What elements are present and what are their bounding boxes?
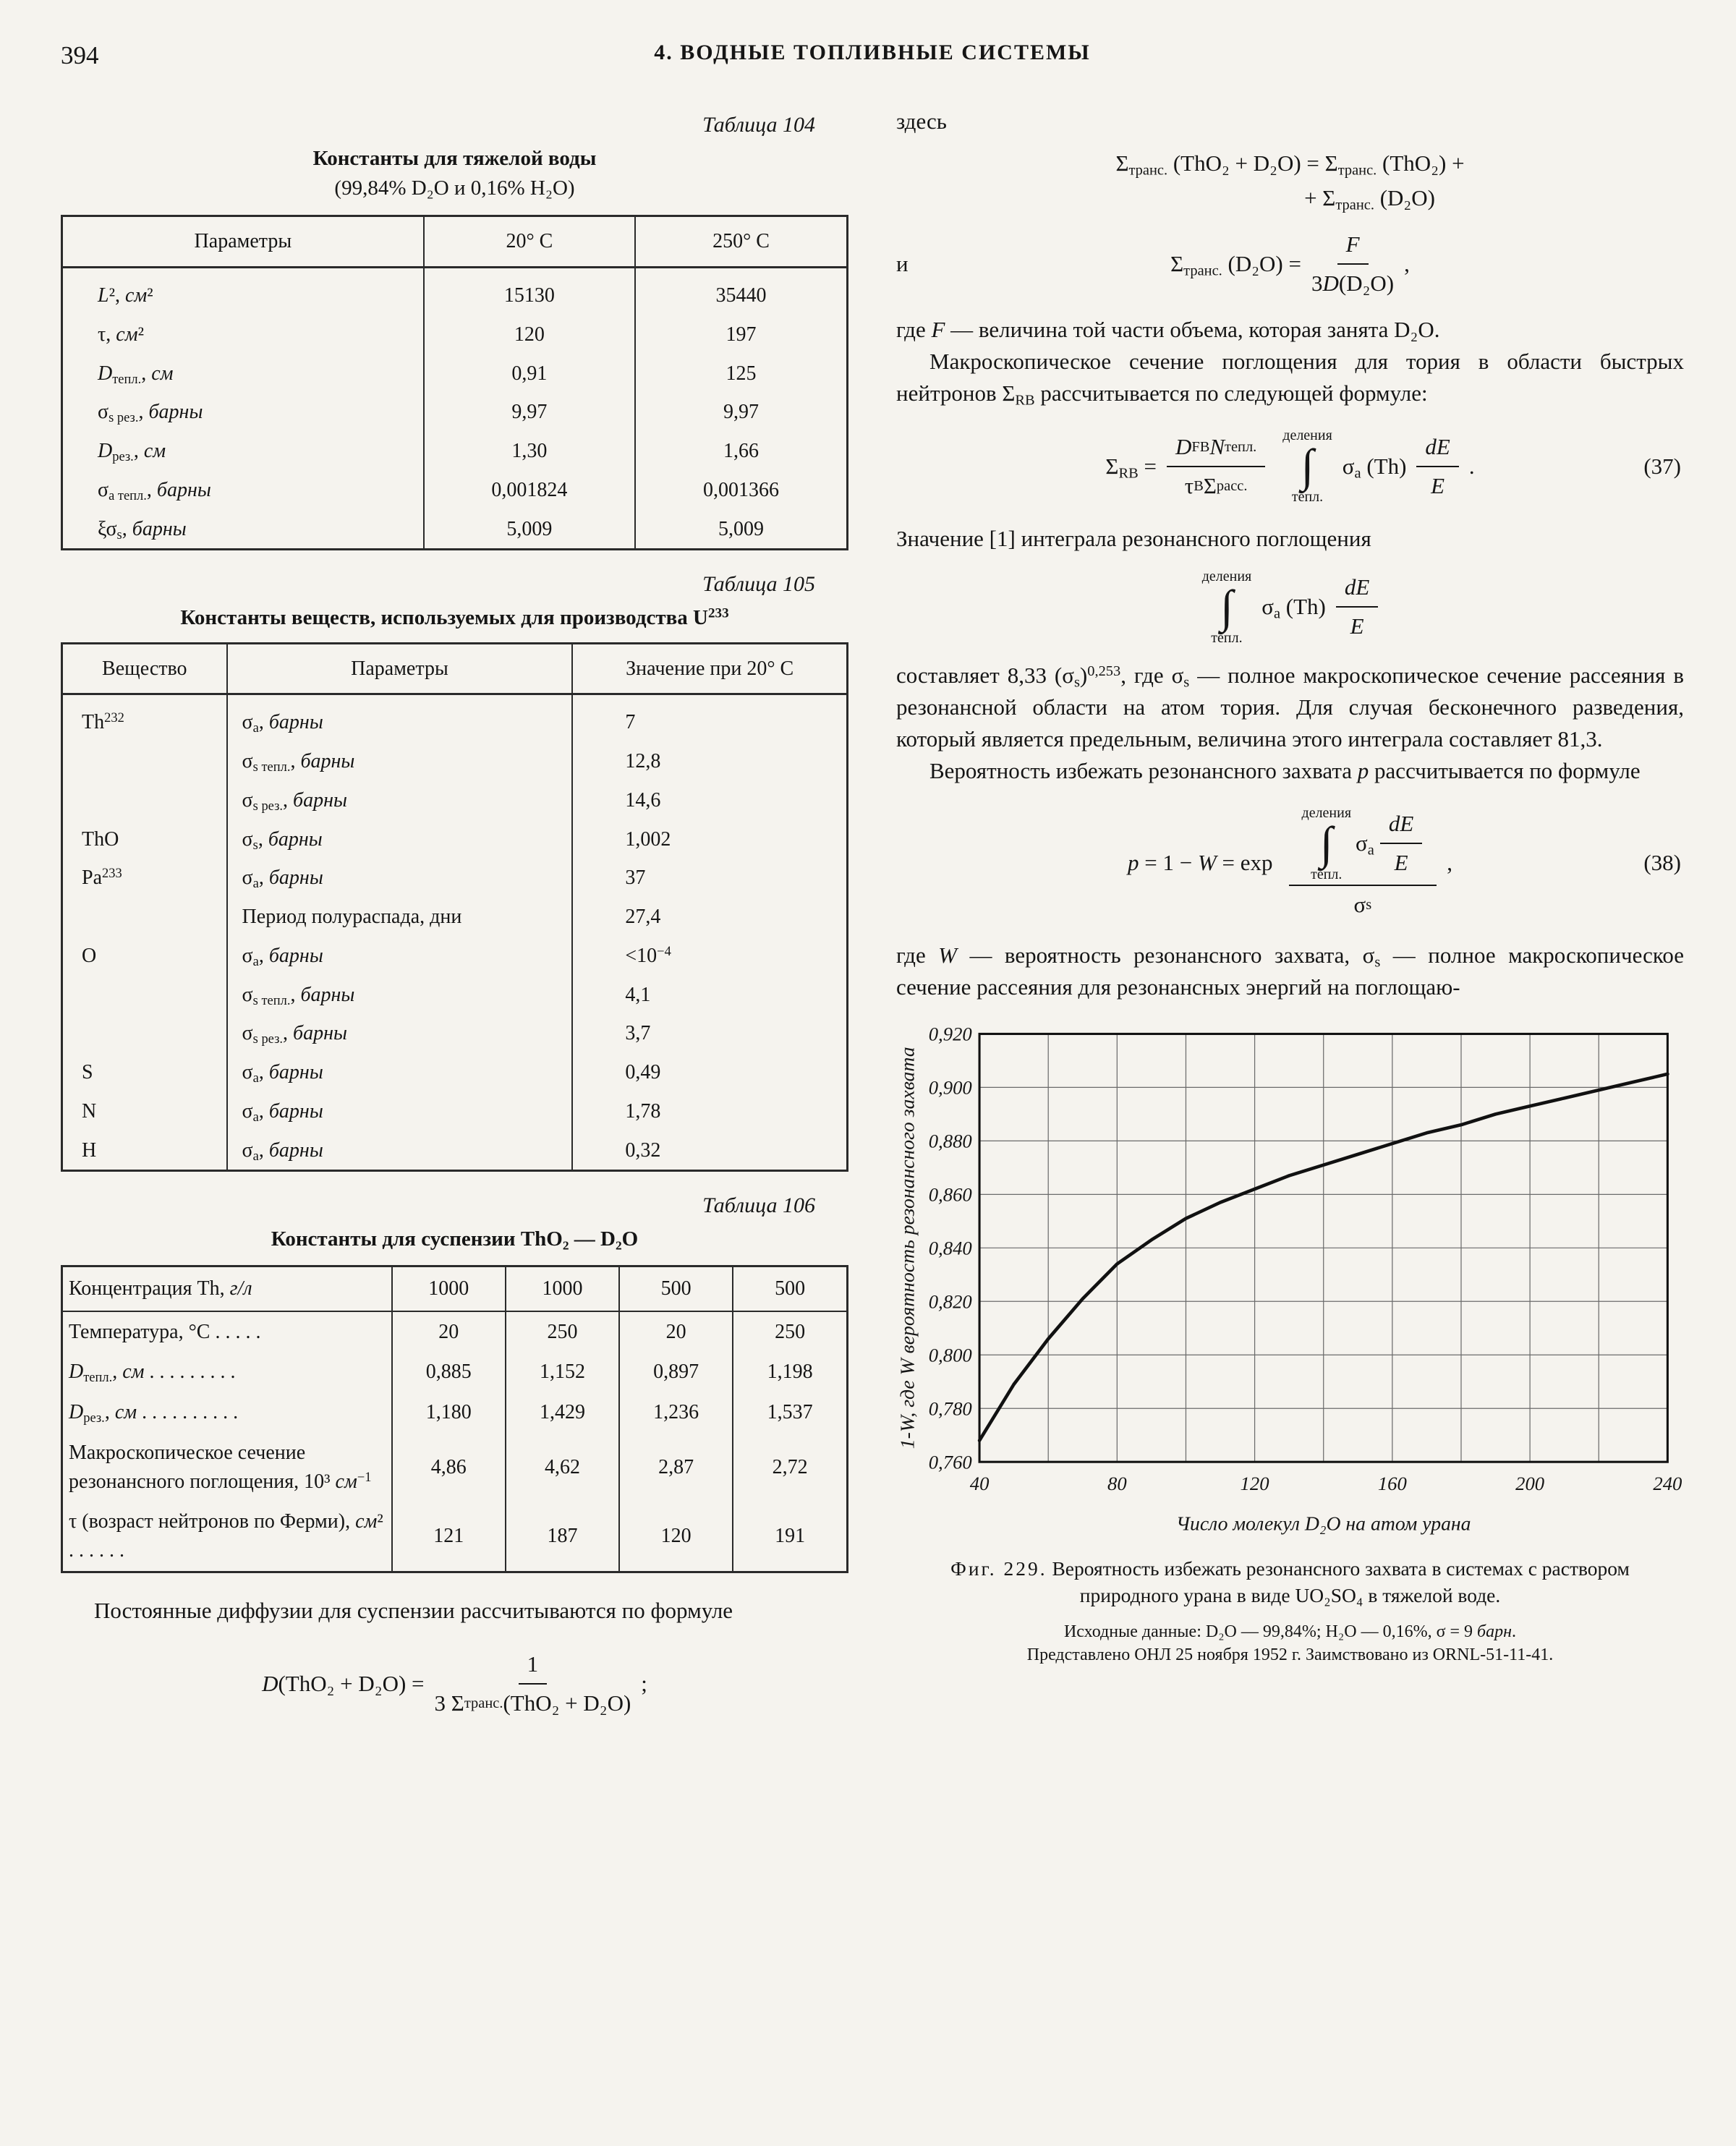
table-cell: $\sigma_a$, барны (227, 1053, 573, 1092)
table-cell: 3,7 (572, 1014, 847, 1053)
table-105-title: Константы веществ, используемых для производства $U^{233}$ (180, 605, 729, 630)
table-row (62, 937, 848, 976)
table-cell: 12,8 (572, 742, 847, 781)
table-row (62, 1433, 848, 1502)
fraction (1336, 571, 1378, 642)
table-row (62, 976, 848, 1015)
table-cell: 1,198 (733, 1352, 847, 1392)
y-tick-label: 0,860 (928, 1183, 972, 1206)
table-row (62, 315, 848, 354)
page-header (61, 38, 1684, 77)
fraction (1289, 806, 1437, 921)
x-tick-label: 40 (969, 1472, 990, 1494)
table-cell (62, 781, 227, 820)
table-cell: $\sigma_s$, барны (227, 820, 573, 859)
fraction (1416, 431, 1458, 502)
fraction-numerator: 1 (519, 1648, 548, 1685)
table-row (62, 510, 848, 550)
table-cell: $<10^{-4}$ (572, 937, 847, 976)
table-row (62, 742, 848, 781)
table-cell: $D_{тепл.}$, см (98, 362, 174, 386)
fraction-denominator: E (1350, 613, 1364, 639)
table-cell: 187 (506, 1502, 619, 1572)
y-tick-label: 0,780 (928, 1397, 972, 1420)
paragraph-integral-value: Значение [1] интеграла резонансного поглощения (896, 525, 1371, 551)
integral-lower-limit: тепл. (1211, 629, 1243, 646)
fraction-denominator: E (1394, 850, 1408, 876)
table-cell: 125 (635, 354, 847, 393)
y-axis-label: 1-W, где W вероятность резонансного захвата (896, 1047, 919, 1449)
table-cell: L², см² (98, 284, 153, 307)
table-104-caption: Таблица 104 (702, 113, 815, 137)
table-cell: 2,87 (619, 1433, 733, 1502)
table-row (62, 820, 848, 859)
fraction-numerator: D FB N тепл. (1167, 431, 1265, 467)
formula-resonance-integral (896, 569, 1684, 645)
table-cell: 1,30 (424, 432, 635, 471)
table-106 (61, 1265, 848, 1573)
table-row (62, 393, 848, 432)
formula-37 (896, 428, 1684, 504)
diffusion-paragraph: Постоянные диффузии для суспензии рассчитываются по формуле (94, 1597, 733, 1623)
table-row (62, 1014, 848, 1053)
table-cell: 0,49 (572, 1053, 847, 1092)
table-cell: 250 (506, 1311, 619, 1353)
table-cell: 1,429 (506, 1392, 619, 1433)
table-cell: 1,152 (506, 1352, 619, 1392)
fraction-denominator: τ B Σ расс. (1184, 472, 1248, 498)
table-header-row (62, 643, 848, 694)
table-cell: $\xi\sigma_s$, барны (98, 517, 187, 542)
table-cell: N (82, 1099, 97, 1123)
formula-diffusion (61, 1648, 848, 1719)
paragraph-f-volume: где F — величина той части объема, которая занята D₂O. (896, 317, 1440, 343)
figure-footnote (896, 1620, 1684, 1667)
table-cell: $\sigma_a$, барны (227, 1131, 573, 1171)
table-cell: O (82, 944, 97, 967)
table-cell: Период полураспада, дни (227, 898, 573, 937)
column-header: Параметры (227, 643, 573, 694)
figure-229-chart (896, 1022, 1684, 1542)
paragraph-macroscopic: Макроскопическое сечение поглощения для тория в области быстрых нейтронов $\Sigma_{RB}$ рассчитывается по следующей формуле: (896, 349, 1684, 409)
table-row (62, 781, 848, 820)
table-cell: 4,1 (572, 976, 847, 1015)
column-header: Параметры (62, 216, 424, 268)
table-row (62, 354, 848, 393)
table-cell: 0,885 (392, 1352, 506, 1392)
table-cell: 5,009 (424, 510, 635, 550)
table-cell: ThO (82, 827, 119, 851)
integrand: $\sigma_a$ (Th) (1342, 453, 1407, 482)
y-tick-label: 0,840 (928, 1237, 972, 1259)
fraction (1380, 808, 1422, 879)
table-cell: 4,62 (506, 1433, 619, 1502)
formula-end: ; (641, 1670, 647, 1696)
table-104 (61, 215, 848, 550)
table-cell: 4,86 (392, 1433, 506, 1502)
formula-sigma-trans-d2o (896, 229, 1684, 299)
chapter-title: 4. ВОДНЫЕ ТОПЛИВНЫЕ СИСТЕМЫ (654, 41, 1091, 64)
table-cell: $\sigma_a$, барны (227, 1092, 573, 1131)
integral (1282, 428, 1332, 504)
fraction-numerator: dE (1336, 571, 1378, 608)
formula-line-2: + $\Sigma_{транс.}$ (D₂O) (1304, 185, 1435, 213)
y-tick-label: 0,900 (928, 1076, 972, 1099)
table-cell: 37 (572, 859, 847, 898)
equation-number: (38) (1643, 850, 1681, 876)
table-cell: 0,897 (619, 1352, 733, 1392)
table-cell: Th$^{232}$ (82, 710, 124, 734)
fraction-denominator: 3 D (D₂O) (1311, 271, 1395, 297)
table-cell: $D_{тепл.}$, см . . . . . . . . . (69, 1361, 236, 1385)
table-cell: 0,001824 (424, 471, 635, 510)
table-cell: 1000 (392, 1266, 506, 1311)
paragraph-where-w: где W — вероятность резонансного захвата, $\sigma_s$ — полное макроскопическое сечение рассеяния для резонансных энергий на поглощаю- (896, 942, 1684, 1000)
x-tick-label: 120 (1240, 1472, 1269, 1494)
table-cell: $\sigma_{a тепл.}$, барны (98, 478, 211, 503)
table-row (62, 1392, 848, 1433)
left-column (61, 106, 848, 1734)
column-header: Значение при 20° С (572, 643, 847, 694)
table-cell (62, 898, 227, 937)
integrand: $\sigma_a$ (1356, 830, 1374, 859)
here-word: здесь (896, 108, 947, 134)
table-cell: 35440 (635, 268, 847, 315)
fraction-numerator (1289, 806, 1437, 886)
table-row (62, 471, 848, 510)
page-number: 394 (61, 41, 99, 69)
table-cell: 500 (619, 1266, 733, 1311)
table-106-caption: Таблица 106 (702, 1193, 815, 1218)
y-tick-label: 0,800 (928, 1344, 972, 1366)
table-cell: 20 (619, 1311, 733, 1353)
table-cell: 250 (733, 1311, 847, 1353)
table-cell: H (82, 1138, 97, 1162)
figure-caption-text: Вероятность избежать резонансного захвата в системах с раствором природного урана в виде UO₂SO₄ в тяжелой воде. (1052, 1557, 1630, 1606)
integral-sign-icon: ∫ (1220, 580, 1233, 632)
formula-lhs: $\Sigma_{RB}$ = (1105, 453, 1157, 482)
integral (1302, 806, 1352, 882)
integral-upper-limit: деления (1201, 568, 1252, 584)
table-cell: 1,180 (392, 1392, 506, 1433)
formula-lhs: $\Sigma_{транс.}$ (D₂O) = (1170, 251, 1301, 279)
table-cell: 197 (635, 315, 847, 354)
formula-line-1: $\Sigma_{транс.}$ $(ThO_2 + D_2O) = \Sigma_{транс.}$ (ThO₂) + (1115, 150, 1465, 179)
integrand: $\sigma_a$ (Th) (1261, 594, 1326, 623)
table-cell: 0,001366 (635, 471, 847, 510)
integral (1202, 569, 1252, 645)
formula-lhs: D(ThO₂ + D₂O) = (262, 1670, 425, 1696)
fraction (1311, 229, 1394, 299)
integral-sign-icon: ∫ (1320, 817, 1333, 869)
paragraph-composes: составляет 8,33 $(\sigma_s)^{0,253}$, где $\sigma_s$ — полное макроскопическое сечение рассеяния в резонансной области на атом тория. Для случая бесконечного разведения, который является предельным, величина этого интеграла составляет 81,3. (896, 662, 1684, 751)
fraction (435, 1648, 631, 1719)
table-105 (61, 642, 848, 1172)
table-header-row (62, 216, 848, 268)
formula-lhs: p = 1 − W = exp (1127, 850, 1273, 876)
table-cell: Концентрация Th, г/л (62, 1266, 392, 1311)
table-cell: 2,72 (733, 1433, 847, 1502)
fraction (1167, 431, 1265, 502)
figure-label: Фиг. 229. (950, 1557, 1047, 1580)
table-cell: $\sigma_{s тепл.}$, барны (227, 742, 573, 781)
table-cell: $\sigma_{s рез.}$, барны (227, 781, 573, 820)
table-cell (62, 976, 227, 1015)
table-cell: $\sigma_{s рез.}$, барны (227, 1014, 573, 1053)
table-cell: 120 (619, 1502, 733, 1572)
table-cell: 1,66 (635, 432, 847, 471)
fraction-denominator: 3 Σ транс. (ThO₂ + D₂O) (434, 1690, 631, 1716)
table-cell: $D_{рез.}$, см (98, 440, 166, 464)
table-row (62, 898, 848, 937)
integral-lower-limit: тепл. (1311, 866, 1343, 882)
table-cell: 1000 (506, 1266, 619, 1311)
table-cell: 14,6 (572, 781, 847, 820)
table-cell: 9,97 (424, 393, 635, 432)
table-cell: 1,002 (572, 820, 847, 859)
x-tick-label: 200 (1515, 1472, 1545, 1494)
y-tick-label: 0,920 (928, 1023, 972, 1045)
table-cell: 1,537 (733, 1392, 847, 1433)
integral-lower-limit: тепл. (1291, 488, 1324, 505)
table-cell: 15130 (424, 268, 635, 315)
fraction-numerator: dE (1380, 808, 1422, 844)
table-cell: 9,97 (635, 393, 847, 432)
figure-footnote-line-1: Исходные данные: D₂O — 99,84%; H₂O — 0,16%, σ = 9 барн. (1063, 1622, 1517, 1642)
integral-sign-icon: ∫ (1301, 440, 1314, 492)
table-cell: 121 (392, 1502, 506, 1572)
formula-sigma-trans-sum (896, 148, 1684, 214)
table-cell: $\sigma_a$, барны (227, 859, 573, 898)
fraction-denominator: E (1431, 472, 1445, 498)
figure-footnote-line-2: Представлено ОНЛ 25 ноября 1952 г. Заимствовано из ORNL-51-11-41. (1026, 1645, 1554, 1665)
table-row (62, 1502, 848, 1572)
table-cell: $\sigma_{s рез.}$, барны (98, 401, 203, 425)
column-header: 250° C (635, 216, 847, 268)
table-cell: 27,4 (572, 898, 847, 937)
table-row (62, 1266, 848, 1311)
fraction-numerator: F (1337, 229, 1369, 265)
table-row (62, 1131, 848, 1171)
table-row (62, 268, 848, 315)
table-cell: 20 (392, 1311, 506, 1353)
fraction-numerator: dE (1416, 431, 1458, 467)
table-row (62, 432, 848, 471)
table-cell: 120 (424, 315, 635, 354)
x-tick-label: 240 (1653, 1472, 1682, 1494)
equation-number: (37) (1643, 453, 1681, 479)
table-cell: S (82, 1061, 93, 1084)
formula-38 (896, 806, 1684, 921)
table-cell (62, 1014, 227, 1053)
table-cell: τ (возраст нейтронов по Ферми), см² . . . . . . (69, 1510, 383, 1562)
table-row (62, 1352, 848, 1392)
table-104-title: Константы для тяжелой воды (312, 146, 597, 170)
integral-upper-limit: деления (1301, 804, 1352, 821)
y-tick-label: 0,820 (928, 1290, 972, 1313)
table-cell: Pa$^{233}$ (82, 866, 122, 890)
table-row (62, 694, 848, 742)
table-cell: 1,78 (572, 1092, 847, 1131)
table-105-caption: Таблица 105 (702, 572, 815, 597)
x-tick-label: 160 (1377, 1472, 1407, 1494)
table-cell: 0,32 (572, 1131, 847, 1171)
table-106-title: Константы для суспензии ThO₂ — D₂O (271, 1227, 639, 1251)
table-row (62, 859, 848, 898)
table-row (62, 1311, 848, 1353)
table-cell: Макроскопическое сечение резонансного поглощения, 10³ $см^{-1}$ (69, 1441, 372, 1493)
right-column (896, 106, 1684, 1667)
x-axis-label: Число молекул D₂O на атом урана (1175, 1512, 1471, 1535)
integral-upper-limit: деления (1282, 427, 1332, 444)
table-cell: 1,236 (619, 1392, 733, 1433)
table-cell (62, 742, 227, 781)
table-cell: $\sigma_a$, барны (227, 937, 573, 976)
figure-229-caption (896, 1555, 1684, 1609)
column-header: Вещество (62, 643, 227, 694)
y-tick-label: 0,760 (928, 1451, 972, 1473)
formula-end: , (1404, 251, 1410, 277)
formula-end: , (1447, 850, 1453, 876)
table-cell: $\sigma_a$, барны (227, 694, 573, 742)
figure-229 (896, 1022, 1684, 1667)
table-cell: 191 (733, 1502, 847, 1572)
table-cell: Температура, °С . . . . . (69, 1320, 261, 1343)
table-cell: 500 (733, 1266, 847, 1311)
table-cell: $D_{рез.}$, см . . . . . . . . . . (69, 1401, 239, 1426)
table-104-subtitle: (99,84% D₂O и 0,16% H₂O) (334, 176, 575, 200)
paragraph-probability: Вероятность избежать резонансного захвата p рассчитывается по формуле (929, 757, 1641, 783)
table-row (62, 1092, 848, 1131)
table-row (62, 1053, 848, 1092)
x-tick-label: 80 (1107, 1472, 1127, 1494)
formula-end: . (1468, 453, 1475, 479)
table-cell: $\sigma_{s тепл.}$, барны (227, 976, 573, 1015)
table-cell: 5,009 (635, 510, 847, 550)
table-cell: 0,91 (424, 354, 635, 393)
table-cell: 7 (572, 694, 847, 742)
column-header: 20° C (424, 216, 635, 268)
y-tick-label: 0,880 (928, 1130, 972, 1152)
table-cell: τ, см² (98, 323, 144, 346)
and-word: и (896, 251, 909, 277)
two-column-layout (61, 106, 1684, 1734)
fraction-denominator: σ s (1353, 891, 1372, 917)
